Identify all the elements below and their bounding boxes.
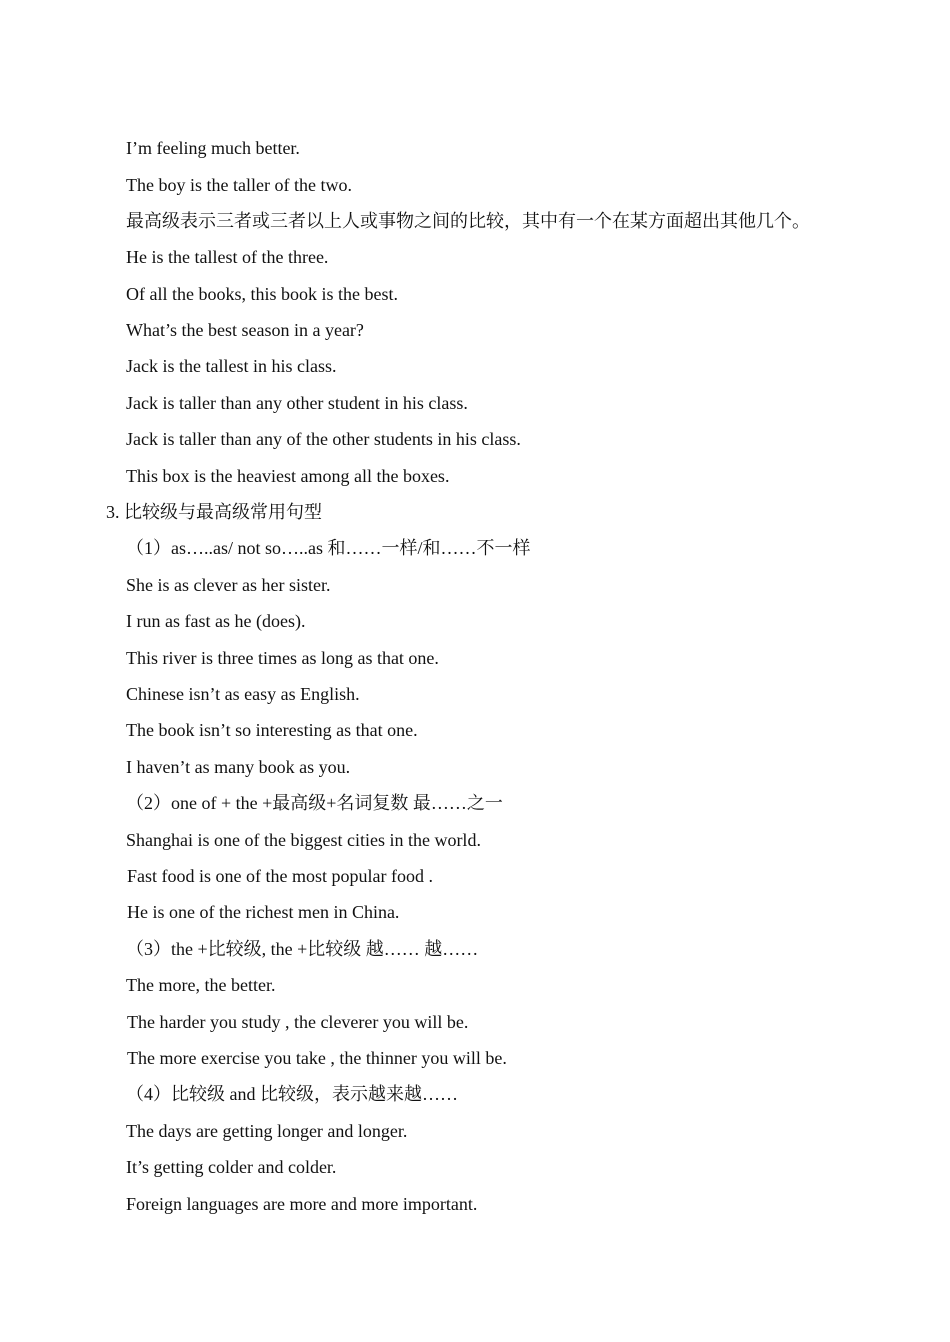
example-sentence: I run as fast as he (does). (126, 611, 306, 631)
example-sentence: Of all the books, this book is the best. (126, 284, 398, 304)
example-sentence: The more, the better. (126, 975, 276, 995)
example-sentence: He is one of the richest men in China. (127, 902, 400, 922)
example-sentence: He is the tallest of the three. (126, 247, 329, 267)
example-sentence: It’s getting colder and colder. (126, 1157, 337, 1177)
example-sentence: The boy is the taller of the two. (126, 175, 352, 195)
example-sentence: What’s the best season in a year? (126, 320, 364, 340)
example-sentence: Chinese isn’t as easy as English. (126, 684, 360, 704)
pattern-heading: （1）as…..as/ not so…..as 和……一样/和……不一样 (126, 538, 531, 558)
example-sentence: Foreign languages are more and more important. (126, 1194, 478, 1214)
example-sentence: This box is the heaviest among all the boxes. (126, 466, 450, 486)
rule-description: 最高级表示三者或三者以上人或事物之间的比较，其中有一个在某方面超出其他几个。 (126, 211, 810, 231)
section-heading: 3. 比较级与最高级常用句型 (106, 502, 322, 522)
example-sentence: The more exercise you take , the thinner you will be. (127, 1048, 507, 1068)
pattern-heading: （2）one of + the +最高级+名词复数 最……之一 (126, 793, 503, 813)
pattern-heading: （3）the +比较级, the +比较级 越…… 越…… (126, 939, 479, 959)
example-sentence: She is as clever as her sister. (126, 575, 331, 595)
example-sentence: The book isn’t so interesting as that one. (126, 720, 418, 740)
example-sentence: This river is three times as long as that one. (126, 648, 439, 668)
example-sentence: The harder you study , the cleverer you will be. (127, 1012, 469, 1032)
example-sentence: Jack is the tallest in his class. (126, 356, 337, 376)
example-sentence: Fast food is one of the most popular food . (127, 866, 433, 886)
example-sentence: The days are getting longer and longer. (126, 1121, 408, 1141)
example-sentence: Jack is taller than any other student in his class. (126, 393, 468, 413)
example-sentence: Shanghai is one of the biggest cities in the world. (126, 830, 481, 850)
pattern-heading: （4）比较级 and 比较级，表示越来越…… (126, 1084, 458, 1104)
example-sentence: I’m feeling much better. (126, 138, 300, 158)
example-sentence: I haven’t as many book as you. (126, 757, 351, 777)
example-sentence: Jack is taller than any of the other students in his class. (126, 429, 521, 449)
